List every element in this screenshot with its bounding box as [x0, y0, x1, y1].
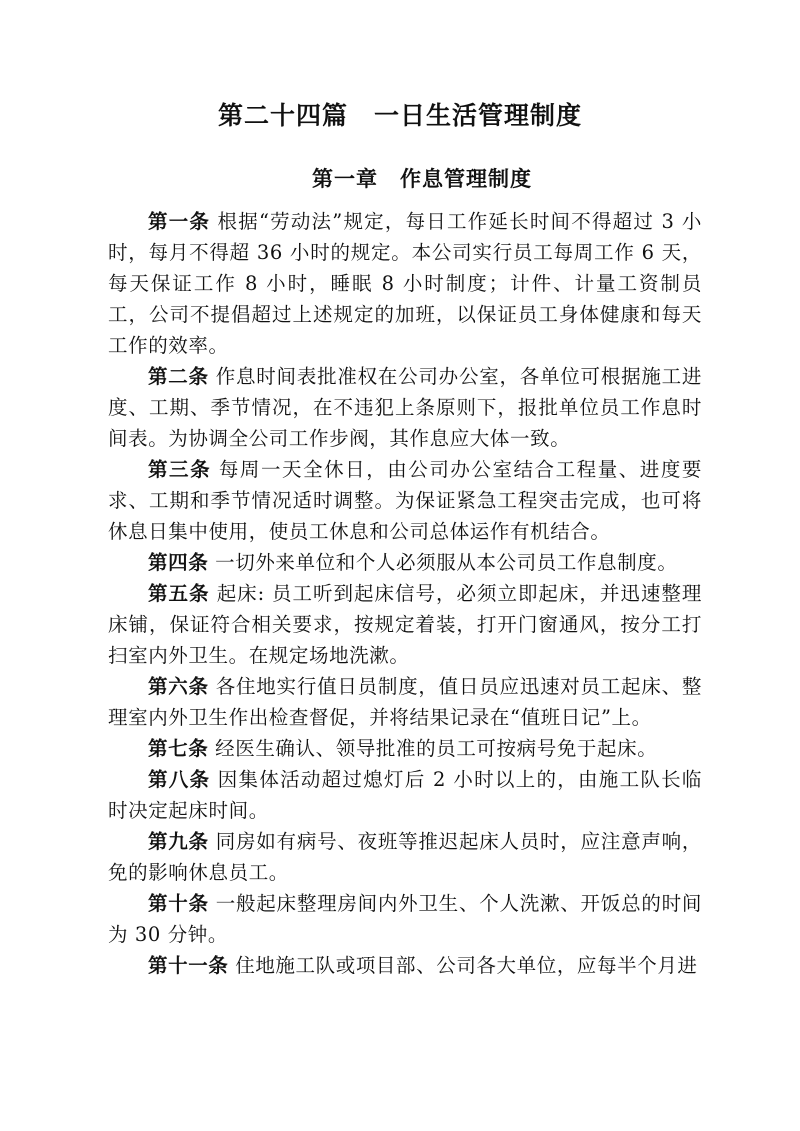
article-9 — [108, 826, 702, 888]
document-body — [108, 206, 702, 981]
article-label: 第十一条 — [148, 954, 229, 977]
article-8 — [108, 764, 702, 826]
chapter-title: 第一章 作息管理制度 — [312, 167, 532, 191]
article-6 — [108, 671, 702, 733]
article-2 — [108, 361, 702, 454]
article-label: 第二条 — [148, 365, 209, 388]
article-text: 起床: 员工听到起床信号，必须立即起床，并迅速整理床铺，保证符合相关要求，按规定着装，打开门窗通风，按分工打扫室内外卫生。在规定场地洗漱。 — [108, 582, 702, 667]
article-10 — [108, 888, 702, 950]
article-label: 第十条 — [148, 892, 209, 915]
article-text: 每周一天全休日，由公司办公室结合工程量、进度要求、工期和季节情况适时调整。为保证紧急工程突击完成，也可将休息日集中使用，使员工休息和公司总体运作有机结合。 — [108, 458, 702, 543]
article-text: 经医生确认、领导批准的员工可按病号免于起床。 — [215, 737, 658, 760]
article-7 — [108, 733, 702, 764]
article-1 — [108, 206, 702, 361]
article-5 — [108, 578, 702, 671]
article-text: 同房如有病号、夜班等推迟起床人员时，应注意声响，免的影响休息员工。 — [108, 830, 702, 884]
article-11 — [108, 950, 702, 981]
article-label: 第七条 — [148, 737, 209, 760]
article-4 — [108, 547, 702, 578]
article-text: 作息时间表批准权在公司办公室，各单位可根据施工进度、工期、季节情况，在不违犯上条原则下，报批单位员工作息时间表。为协调全公司工作步阀，其作息应大体一致。 — [108, 365, 702, 450]
article-text: 一切外来单位和个人必须服从本公司员工作息制度。 — [215, 551, 678, 574]
article-text: 一般起床整理房间内外卫生、个人洗漱、开饭总的时间为 30 分钟。 — [108, 892, 702, 946]
article-label: 第九条 — [148, 830, 209, 853]
article-text: 住地施工队或项目部、公司各大单位，应每半个月进 — [235, 954, 698, 977]
article-label: 第五条 — [148, 582, 210, 605]
document-title: 第二十四篇 一日生活管理制度 — [217, 101, 582, 130]
article-label: 第三条 — [148, 458, 212, 481]
article-label: 第一条 — [148, 210, 211, 233]
article-label: 第八条 — [148, 768, 211, 791]
article-text: 因集体活动超过熄灯后 2 小时以上的，由施工队长临时决定起床时间。 — [108, 768, 702, 822]
article-label: 第六条 — [148, 675, 209, 698]
article-text: 根据“劳动法”规定，每日工作延长时间不得超过 3 小时，每月不得超 36 小时的规定。本公司实行员工每周工作 6 天，每天保证工作 8 小时，睡眠 8 小时制度；计件、计量工资制员工，公司不提倡超过上述规定的加班，以保证员工身体健康和每天工作的效率。 — [108, 210, 702, 357]
article-text: 各住地实行值日员制度，值日员应迅速对员工起床、整理室内外卫生作出检查督促，并将结果记录在“值班日记”上。 — [108, 675, 702, 729]
article-label: 第四条 — [148, 551, 209, 574]
article-3 — [108, 454, 702, 547]
